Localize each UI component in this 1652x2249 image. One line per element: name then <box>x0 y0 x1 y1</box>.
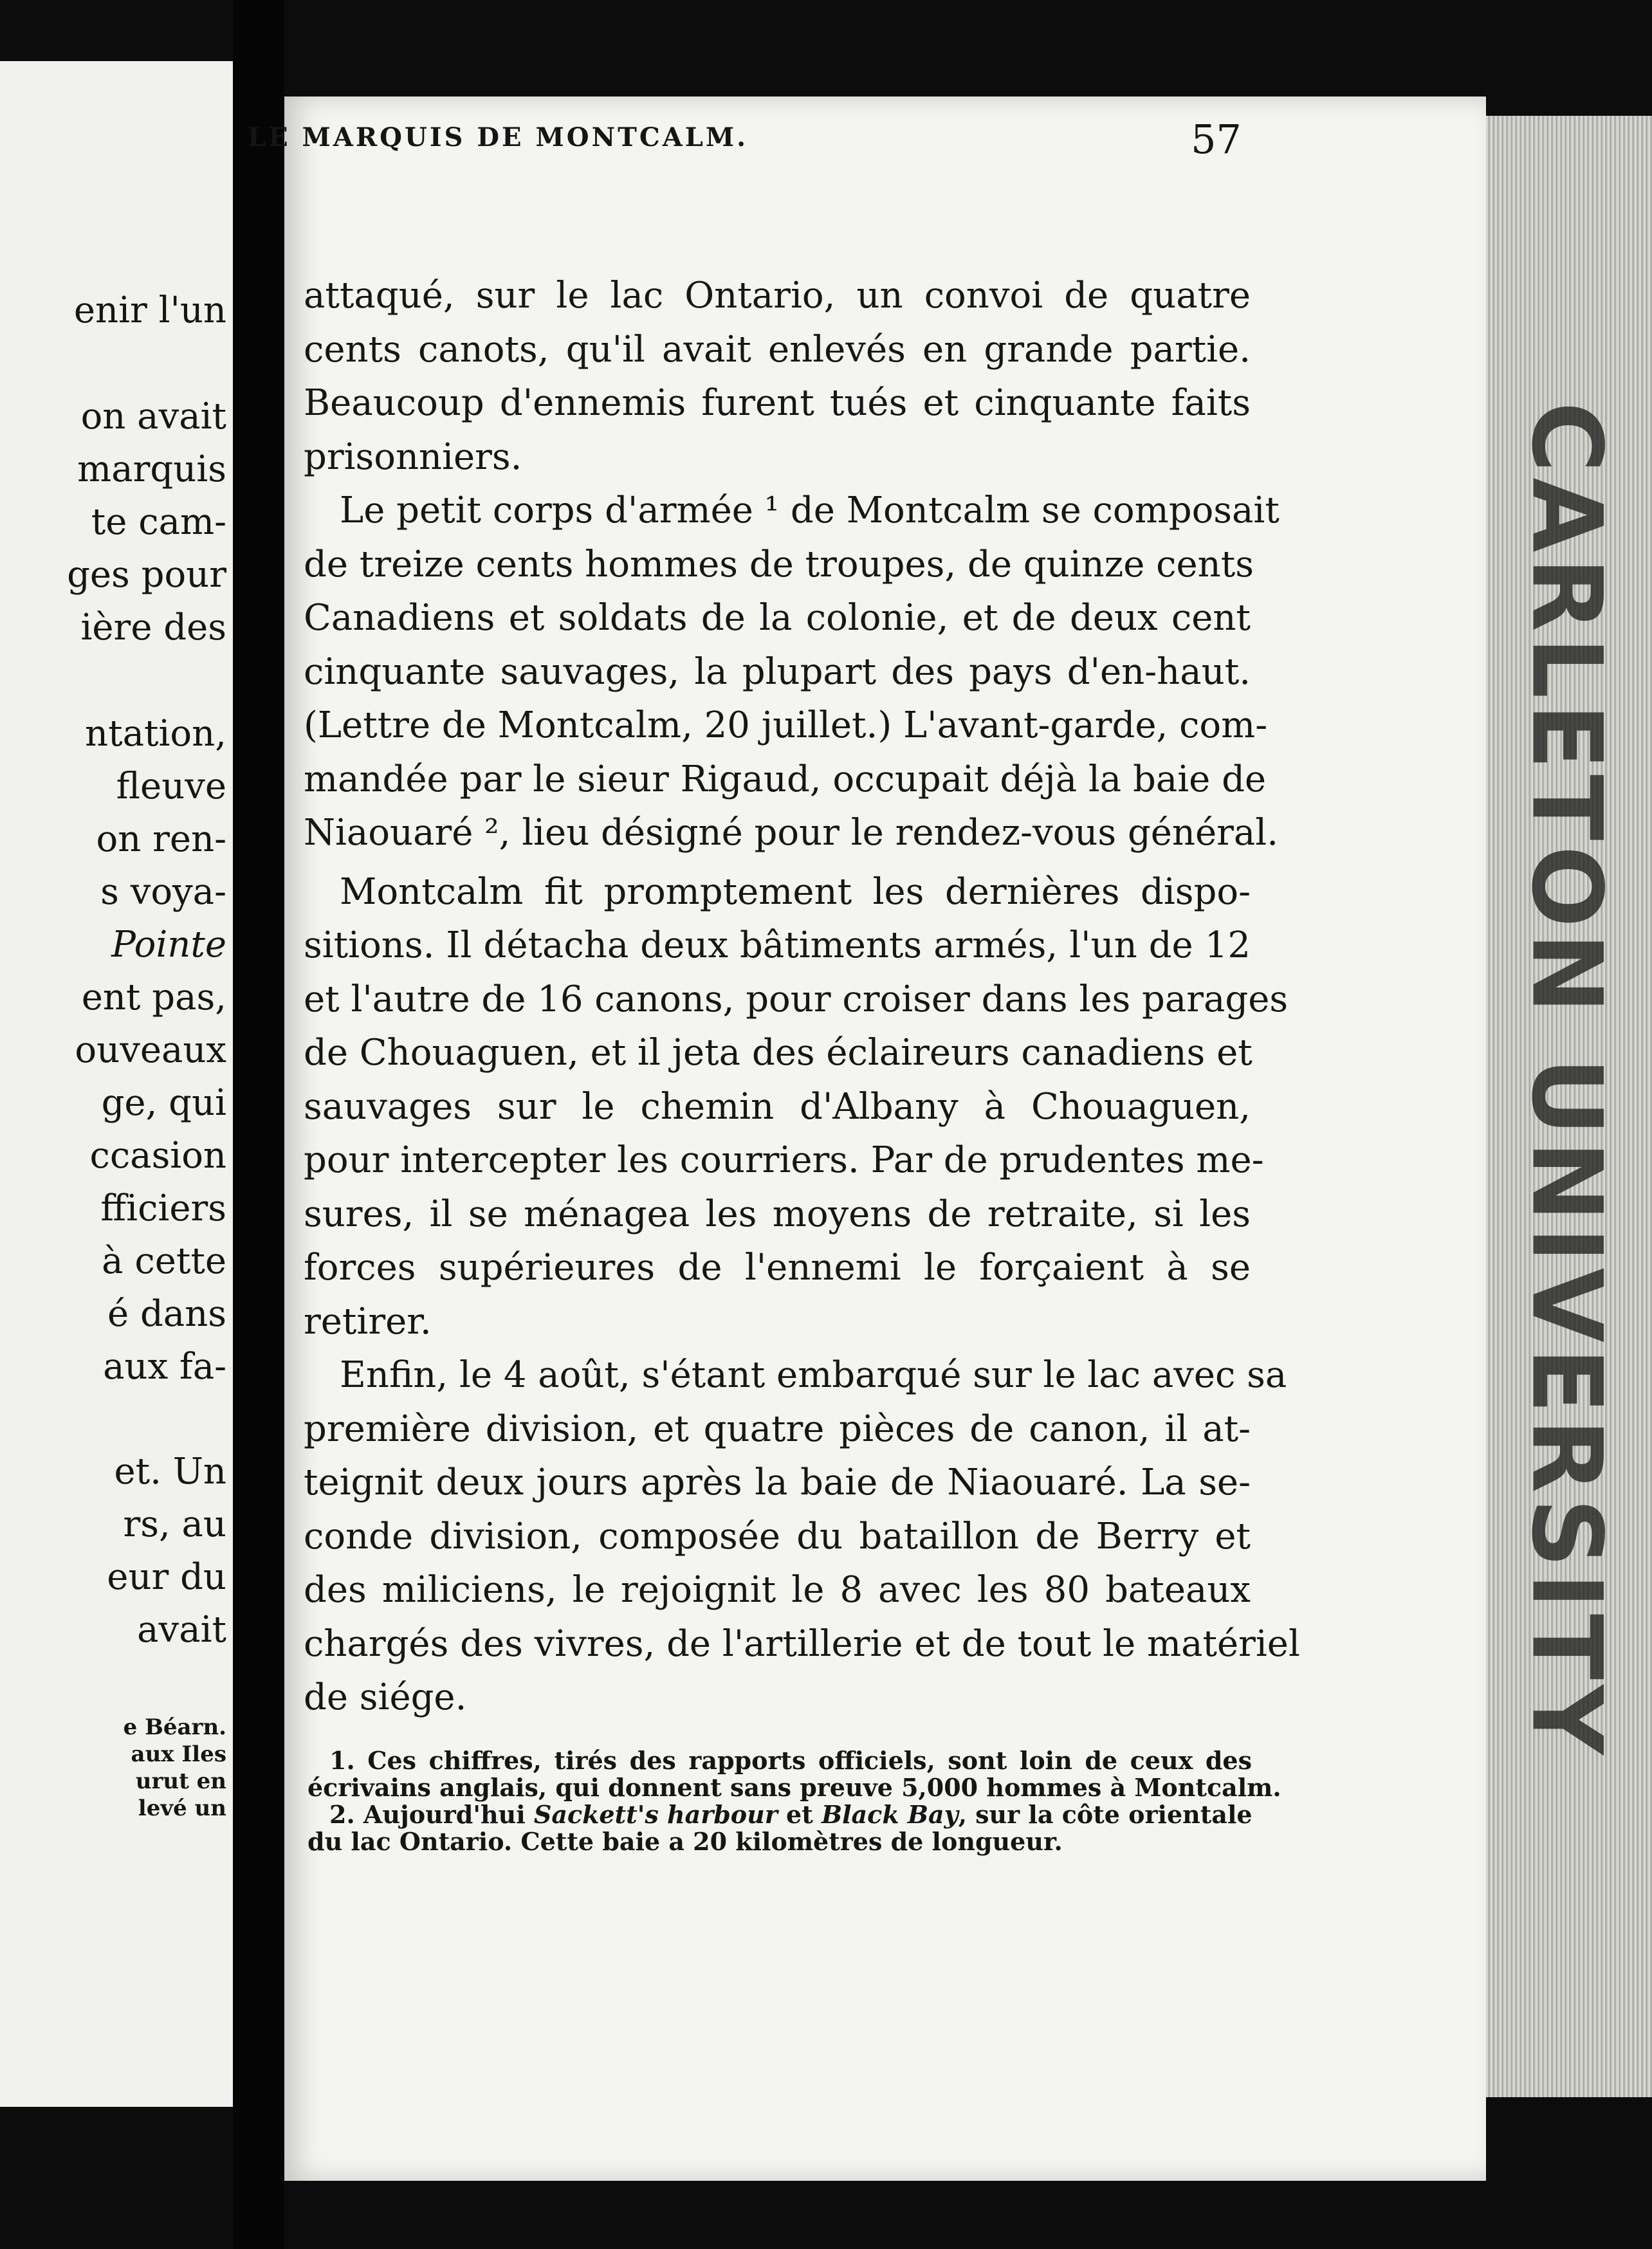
text-line: Le petit corps d'armée ¹ de Montcalm se composait <box>340 490 1280 531</box>
text-line: Canadiens et soldats de la colonie, et de deux cent <box>304 597 1251 639</box>
text-line: Niaouaré ², lieu désigné pour le rendez-vous général. <box>304 812 1279 854</box>
text-line: sauvages sur le chemin d'Albany à Chouaguen, <box>304 1085 1251 1128</box>
text-line: teignit deux jours après la baie de Niaouaré. La se- <box>304 1462 1251 1503</box>
footnote-2-line <box>307 1801 1252 1828</box>
left-page-fragment: on ren- <box>96 818 226 860</box>
left-page-fragment: urut en <box>135 1768 226 1794</box>
text-line: de Chouaguen, et il jeta des éclaireurs canadiens et <box>304 1032 1253 1074</box>
left-page-fragment: te cam- <box>91 501 226 543</box>
text-line: Montcalm fit promptement les dernières dispo- <box>340 870 1251 913</box>
left-page-fragment: ntation, <box>85 713 226 755</box>
footnote-2-place: Black Bay <box>821 1800 959 1829</box>
text-line: chargés des vivres, de l'artillerie et de tout le matériel <box>304 1622 1300 1665</box>
text-line: des miliciens, le rejoignit le 8 avec les 80 bateaux <box>304 1569 1251 1611</box>
left-page-fragment: Pointe <box>111 924 226 966</box>
text-line: prisonniers. <box>304 436 522 478</box>
left-page-fragment: ccasion <box>89 1135 226 1177</box>
left-page-fragment: et. Un <box>114 1451 226 1492</box>
text-line: (Lettre de Montcalm, 20 juillet.) L'avant-garde, com- <box>304 704 1268 746</box>
text-line: mandée par le sieur Rigaud, occupait déjà la baie de <box>304 758 1267 800</box>
text-line: Beaucoup d'ennemis furent tués et cinquante faits <box>304 382 1251 424</box>
text-line: sitions. Il détacha deux bâtiments armés, l'un de 12 <box>304 924 1251 966</box>
left-page-fragment: avait <box>137 1609 226 1651</box>
text-line: cents canots, qu'il avait enlevés en grande partie. <box>304 328 1251 371</box>
text-line: retirer. <box>304 1300 432 1343</box>
left-page-fragment: marquis <box>77 448 226 490</box>
footnote-2-text: 2. Aujourd'hui <box>329 1800 534 1829</box>
left-page-fragment: rs, au <box>123 1503 226 1545</box>
footnote-2-place: Sackett's harbour <box>533 1800 778 1829</box>
left-page-fragment: é dans <box>107 1293 226 1335</box>
library-edge-stamp <box>1499 401 1634 1760</box>
left-page-fragment: aux fa- <box>103 1346 226 1388</box>
body-text <box>304 269 1300 1725</box>
text-line: conde division, composée du bataillon de Berry et <box>304 1515 1251 1557</box>
text-line: sures, il se ménagea les moyens de retraite, si les <box>304 1193 1251 1235</box>
left-page-fragment: ouveaux <box>75 1029 226 1071</box>
text-line: forces supérieures de l'ennemi le forçaient à se <box>304 1247 1251 1289</box>
left-page-fragment: fleuve <box>116 766 226 807</box>
stamp-text: CARLETON UNIVERSITY <box>1510 401 1622 1760</box>
page-number: 57 <box>1191 116 1242 163</box>
left-page-fragment: ière des <box>80 607 226 648</box>
left-page-fragment: aux Iles <box>131 1741 226 1767</box>
left-page-fragment: à cette <box>102 1240 226 1282</box>
book-gutter <box>233 0 284 2249</box>
text-line: pour intercepter les courriers. Par de prudentes me- <box>304 1139 1264 1181</box>
footnote-2-line: du lac Ontario. Cette baie a 20 kilomètres de longueur. <box>307 1827 1063 1856</box>
text-line: cinquante sauvages, la plupart des pays d'en-haut. <box>304 650 1251 693</box>
left-page-fragment: fficiers <box>100 1188 226 1229</box>
running-title: LE MARQUIS DE MONTCALM. <box>248 122 749 152</box>
footnote-2-text: et <box>777 1800 821 1829</box>
text-line: attaqué, sur le lac Ontario, un convoi de quatre <box>304 275 1251 317</box>
left-page-fragment: ent pas, <box>81 977 226 1018</box>
text-line: première division, et quatre pièces de canon, il at- <box>304 1408 1251 1450</box>
page-header <box>248 116 1242 167</box>
left-page-fragment: levé un <box>138 1795 226 1821</box>
footnote-1-line: 1. Ces chiffres, tirés des rapports officiels, sont loin de ceux des <box>329 1746 1252 1775</box>
footnote-1-line: écrivains anglais, qui donnent sans preuve 5,000 hommes à Montcalm. <box>307 1773 1281 1802</box>
left-page-fragment: enir l'un <box>73 289 226 331</box>
text-line: et l'autre de 16 canons, pour croiser dans les parages <box>304 978 1289 1020</box>
left-page-fragment: on avait <box>80 396 226 437</box>
footnote-2-text: , sur la côte orientale <box>958 1800 1253 1829</box>
facing-page-left <box>0 61 235 2107</box>
text-line: Enfin, le 4 août, s'étant embarqué sur le lac avec sa <box>340 1354 1287 1396</box>
left-page-fragment: eur du <box>107 1556 226 1598</box>
footnotes <box>307 1746 1281 1856</box>
left-page-fragment: s voya- <box>100 871 226 913</box>
left-page-fragment: ge, qui <box>101 1082 226 1124</box>
text-line: de treize cents hommes de troupes, de quinze cents <box>304 543 1254 585</box>
left-page-fragment: e Béarn. <box>123 1714 226 1740</box>
text-line: de siége. <box>304 1676 467 1718</box>
left-page-fragment: ges pour <box>67 554 226 596</box>
